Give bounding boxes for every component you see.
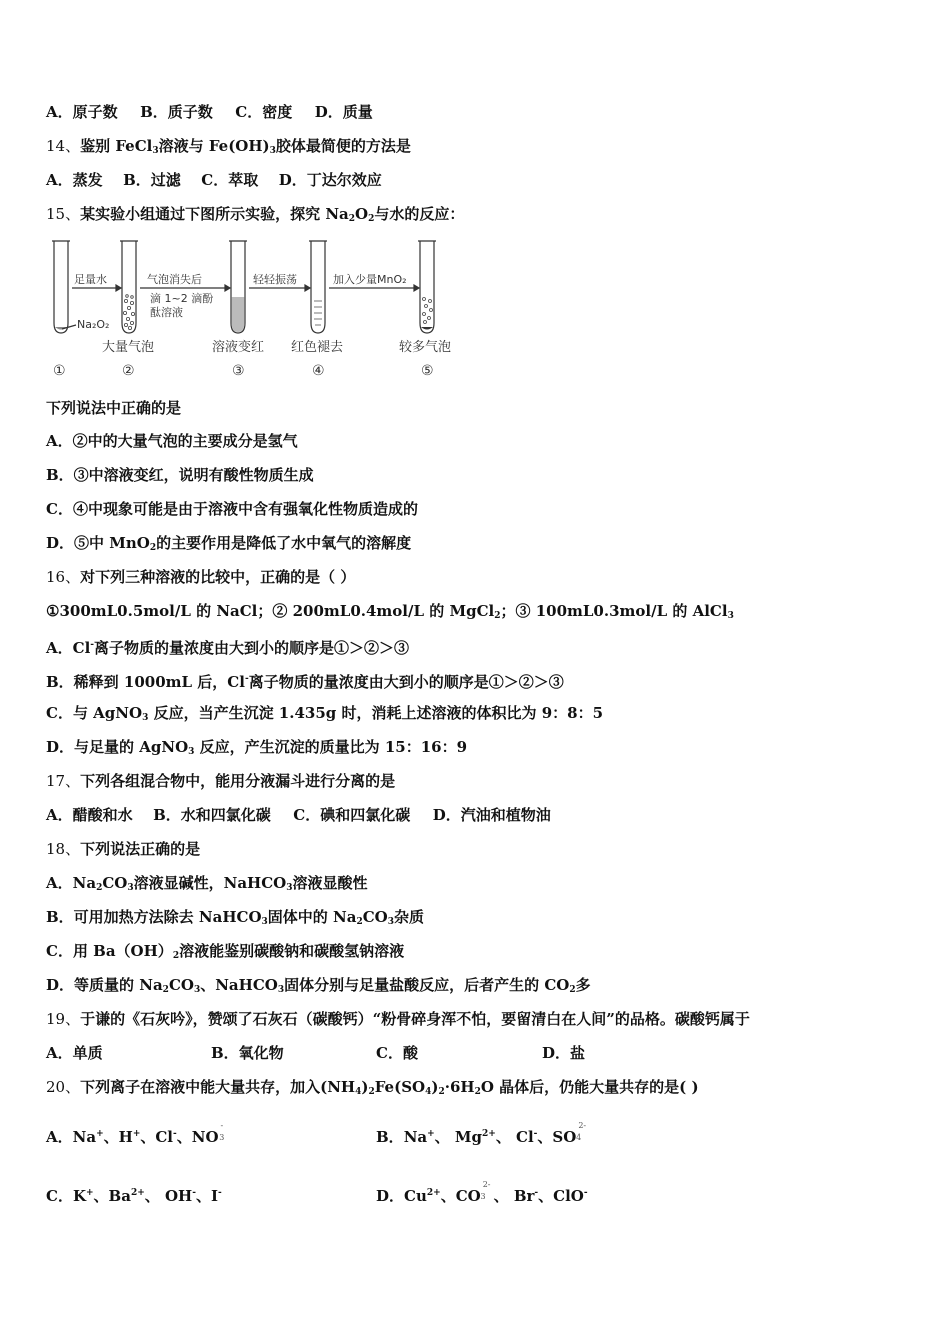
q19-option-b: B．氧化物 — [211, 1044, 284, 1062]
q15-stem: 15、某实验小组通过下图所示实验，探究 $Na_2O_2$与水的反应： — [46, 205, 465, 224]
q17-option-b: B．水和四氯化碳 — [153, 806, 271, 824]
q19-option-c: C．酸 — [376, 1044, 418, 1062]
arrow-4-label: 加入少量MnO₂ — [333, 273, 407, 286]
q14-options — [46, 170, 382, 190]
q13-option-d: D．质量 — [314, 103, 373, 121]
test-tube-2 — [120, 241, 138, 333]
q20-stem: 20、下列离子在溶液中能大量共存，加入$(NH_4)_2Fe(SO_4)_2\cdot 6H_2O$ 晶体后，仍能大量共存的是( ) — [46, 1078, 699, 1097]
reagent-label: Na₂O₂ — [77, 318, 110, 331]
q16-given: ①300mL0.5mol/L 的 NaCl；② 200mL0.4mol/L 的 MgCl$_2$；③ 100mL0.3mol/L 的 AlCl$_3$ — [46, 602, 734, 621]
q20-option-d: D．$Cu^{2+}$、$CO^{2-}3$ 、 Br-、ClO- — [376, 1180, 588, 1205]
arrow-2-label: 气泡消失后 — [147, 273, 202, 286]
q16-stem: 16、对下列三种溶液的比较中，正确的是（ ） — [46, 568, 356, 586]
q19-stem: 19、于谦的《石灰吟》，赞颂了石灰石（碳酸钙）“粉骨碎身浑不怕，要留清白在人间”的品格。碳酸钙属于 — [46, 1010, 750, 1028]
arrow-1-label: 足量水 — [74, 273, 107, 286]
caption-4: 红色褪去 — [291, 340, 344, 355]
q14-option-b: B．过滤 — [123, 171, 181, 189]
bubbles-tube-5 — [423, 298, 433, 324]
q20-option-b: B．Na+、 $Mg^{2+}$、 Cl-、$SO^{2-}4$ — [376, 1121, 587, 1146]
q15-option-b: B．③中溶液变红，说明有酸性物质生成 — [46, 466, 314, 484]
q17-stem: 17、下列各组混合物中，能用分液漏斗进行分离的是 — [46, 772, 396, 790]
arrow-2-sub-1: 滴 1~2 滴酚 — [150, 292, 214, 305]
q17-option-d: D．汽油和植物油 — [432, 806, 551, 824]
q15-prompt: 下列说法中正确的是 — [46, 399, 182, 417]
q13-option-a: A．原子数 — [46, 103, 118, 121]
q16-option-a: A．Cl-离子物质的量浓度由大到小的顺序是①＞②＞③ — [46, 639, 410, 657]
caption-5: 较多气泡 — [399, 340, 452, 355]
number-3: ③ — [232, 363, 245, 379]
number-1: ① — [53, 363, 66, 379]
q15-experiment-figure — [46, 235, 476, 385]
q16-option-d: D．与足量的 AgNO$_3$ 反应，产生沉淀的质量比为 15：16：9 — [46, 738, 468, 757]
q17-option-a: A．醋酸和水 — [46, 806, 133, 824]
q15-option-c: C．④中现象可能是由于溶液中含有强氧化性物质造成的 — [46, 500, 418, 518]
q15-option-d: D．⑤中 MnO$_2$的主要作用是降低了水中氧气的溶解度 — [46, 534, 412, 553]
q14-option-c: C．萃取 — [201, 171, 259, 189]
q14-option-d: D．丁达尔效应 — [278, 171, 382, 189]
test-tube-5 — [418, 241, 436, 333]
q18-option-a: A．$Na_2CO_3$溶液显碱性，NaHCO$_3$溶液显酸性 — [46, 874, 368, 893]
caption-3: 溶液变红 — [212, 340, 265, 355]
q13-option-c: C．密度 — [235, 103, 293, 121]
arrow-3-label: 轻轻振荡 — [253, 273, 297, 286]
q16-option-c: C．与 AgNO$_3$ 反应，当产生沉淀 1.435g 时，消耗上述溶液的体积比为 9：8：5 — [46, 704, 604, 723]
q18-option-d: D．等质量的 $Na_2CO_3$、NaHCO$_3$固体分别与足量盐酸反应，后者产生的 $CO_2$多 — [46, 976, 591, 995]
arrow-2-sub-2: 酞溶液 — [150, 306, 183, 319]
q16-option-b: B．稀释到 1000mL 后，Cl-离子物质的量浓度由大到小的顺序是①＞②＞③ — [46, 673, 564, 691]
q20-option-c: C．K+、$Ba^{2+}$、 OH-、I- — [46, 1187, 222, 1205]
q18-option-c: C．用 $Ba(OH)_2$溶液能鉴别碳酸钠和碳酸氢钠溶液 — [46, 942, 405, 961]
q17-options — [46, 805, 551, 825]
bubbles-tube-2 — [123, 295, 134, 330]
number-4: ④ — [312, 363, 325, 379]
q19-option-a: A．单质 — [46, 1044, 103, 1062]
test-tube-3 — [229, 241, 247, 333]
test-tube-1 — [52, 241, 70, 333]
q20-option-a: A．Na+、H+、Cl-、NO-3 — [46, 1121, 225, 1146]
q15-option-a: A．②中的大量气泡的主要成分是氢气 — [46, 432, 298, 450]
liquid-lines-tube-4 — [314, 301, 322, 325]
q18-option-b: B．可用加热方法除去 NaHCO$_3$固体中的 $Na_2CO_3$杂质 — [46, 908, 424, 927]
q18-stem: 18、下列说法正确的是 — [46, 840, 201, 858]
q14-stem: 14、鉴别 FeCl$_3$溶液与 $Fe(OH)_3$胶体最简便的方法是 — [46, 137, 411, 156]
q13-option-b: B．质子数 — [140, 103, 213, 121]
q19-option-d: D．盐 — [542, 1044, 586, 1062]
caption-2: 大量气泡 — [102, 340, 155, 355]
q14-option-a: A．蒸发 — [46, 171, 103, 189]
q17-option-c: C．碘和四氯化碳 — [293, 806, 411, 824]
q13-options — [46, 102, 373, 122]
number-2: ② — [122, 363, 135, 379]
number-5: ⑤ — [421, 363, 434, 379]
